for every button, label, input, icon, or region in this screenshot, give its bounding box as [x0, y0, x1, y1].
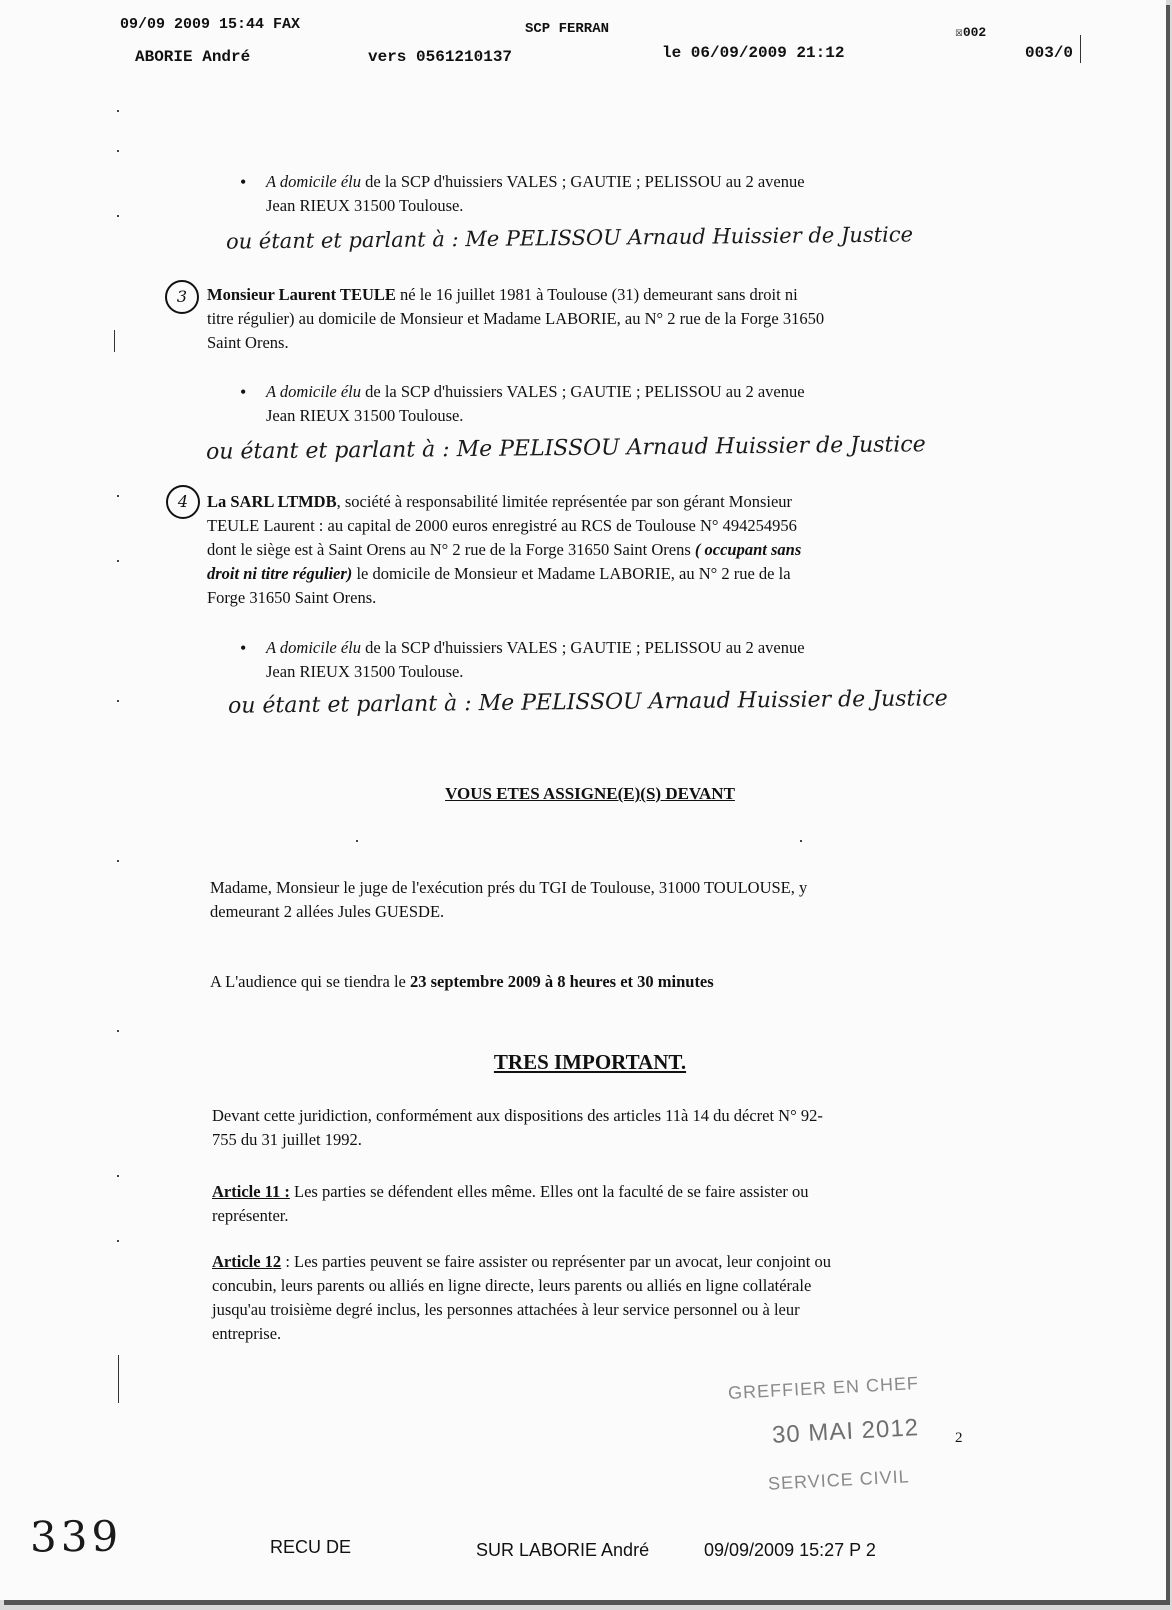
party2-handwritten-note: ou étant et parlant à : Me PELISSOU Arnaud Huissier de Justice — [225, 222, 914, 254]
article12-line1: Article 12 : Les parties peuvent se faire assister ou représenter par un avocat, leur conjoint ou — [212, 1252, 831, 1271]
party4-line3: dont le siège est à Saint Orens au N° 2 rue de la Forge 31650 Saint Orens ( occupant sans — [207, 540, 802, 559]
party2-election-of-domicile — [266, 170, 805, 194]
party4-election-of-domicile: • A domicile élu de la SCP d'huissiers VALES ; GAUTIE ; PELISSOU au 2 avenue — [266, 636, 805, 660]
article12-line4: entreprise. — [212, 1324, 282, 1343]
hearing-date: A L'audience qui se tiendra le 23 septembre 2009 à 8 heures et 30 minutes — [210, 972, 714, 991]
party3-election-of-domicile: • A domicile élu de la SCP d'huissiers VALES ; GAUTIE ; PELISSOU au 2 avenue — [266, 380, 805, 404]
handwritten-page-number: 339 — [29, 1511, 123, 1562]
footer-sender: SUR LABORIE André — [476, 1540, 650, 1560]
party4-number-circle: 4 — [166, 485, 200, 519]
article11-line1: Article 11 : Les parties se défendent elles même. Elles ont la faculté de se faire assister ou — [212, 1182, 809, 1201]
assigned-before-heading: VOUS ETES ASSIGNE(E)(S) DEVANT — [445, 784, 735, 803]
stamp-service: SERVICE CIVIL — [767, 1466, 911, 1494]
party3-handwritten-note: ou étant et parlant à : Me PELISSOU Arnaud Huissier de Justice — [205, 432, 926, 465]
party2-domicile-label: A domicile élu — [266, 172, 362, 191]
court-line2: demeurant 2 allées Jules GUESDE. — [210, 902, 445, 921]
fax-page-counter: ☒002 — [955, 25, 987, 40]
party3-line1: Monsieur Laurent TEULE né le 16 juillet 1981 à Toulouse (31) demeurant sans droit ni — [207, 285, 798, 304]
fax-page-of: 003/0 — [1025, 44, 1074, 62]
party4-handwritten-note: ou étant et parlant à : Me PELISSOU Arnaud Huissier de Justice — [227, 686, 948, 719]
party3-name: Monsieur Laurent TEULE — [207, 285, 396, 304]
stamp-title: GREFFIER EN CHEF — [727, 1373, 920, 1403]
party4-line2: TEULE Laurent : au capital de 2000 euros enregistré au RCS de Toulouse N° 494254956 — [207, 516, 797, 535]
article11-label: Article 11 : — [212, 1182, 290, 1201]
intro-line2: 755 du 31 juillet 1992. — [212, 1130, 362, 1149]
court-line1: Madame, Monsieur le juge de l'exécution prés du TGI de Toulouse, 31000 TOULOUSE, y — [210, 878, 808, 897]
party3-line3: Saint Orens. — [207, 333, 289, 352]
party4-line1: La SARL LTMDB, société à responsabilité limitée représentée par son gérant Monsieur — [207, 492, 793, 511]
footer-received-datetime: 09/09/2009 15:27 P 2 — [704, 1540, 876, 1560]
article12-label: Article 12 — [212, 1252, 282, 1271]
fax-from-name: ABORIE André — [135, 48, 251, 66]
fax-sent-date: le 06/09/2009 21:12 — [662, 44, 845, 62]
page-number: 2 — [955, 1430, 963, 1446]
footer-received-from: RECU DE — [270, 1537, 352, 1557]
party4-name: La SARL LTMDB — [207, 492, 337, 511]
intro-line1: Devant cette juridiction, conformément aux dispositions des articles 11à 14 du décret N° 92- — [212, 1106, 823, 1125]
hearing-datetime: 23 septembre 2009 à 8 heures et 30 minutes — [409, 972, 714, 991]
stamp-date: 30 MAI 2012 — [771, 1414, 920, 1449]
party3-line2: titre régulier) au domicile de Monsieur et Madame LABORIE, au N° 2 rue de la Forge 31650 — [207, 309, 825, 328]
party4-line4: droit ni titre régulier) le domicile de Monsieur et Madame LABORIE, au N° 2 rue de la — [207, 564, 791, 583]
party3-domicile-label: A domicile élu — [266, 382, 362, 401]
party4-line5: Forge 31650 Saint Orens. — [207, 588, 377, 607]
party2-domicile-text: de la SCP d'huissiers VALES ; GAUTIE ; PELISSOU au 2 avenue — [361, 172, 805, 191]
party2-domicile-address: Jean RIEUX 31500 Toulouse. — [266, 196, 464, 215]
article11-line2: représenter. — [212, 1206, 289, 1225]
very-important-heading: TRES IMPORTANT. — [493, 1050, 687, 1074]
party4-domicile-address: Jean RIEUX 31500 Toulouse. — [266, 662, 464, 681]
party3-number-circle: 3 — [165, 280, 199, 314]
article12-line3: jusqu'au troisième degré inclus, les personnes attachées à leur service personnel ou à leur — [212, 1300, 800, 1319]
fax-timestamp: 09/09 2009 15:44 FAX — [120, 16, 301, 33]
party3-domicile-address: Jean RIEUX 31500 Toulouse. — [266, 406, 464, 425]
fax-sender: SCP FERRAN — [525, 21, 610, 37]
article12-line2: concubin, leurs parents ou alliés en ligne directe, leurs parents ou alliés en ligne collatérale — [212, 1276, 812, 1295]
party4-domicile-label: A domicile élu — [266, 638, 362, 657]
fax-destination: vers 0561210137 — [368, 48, 513, 66]
